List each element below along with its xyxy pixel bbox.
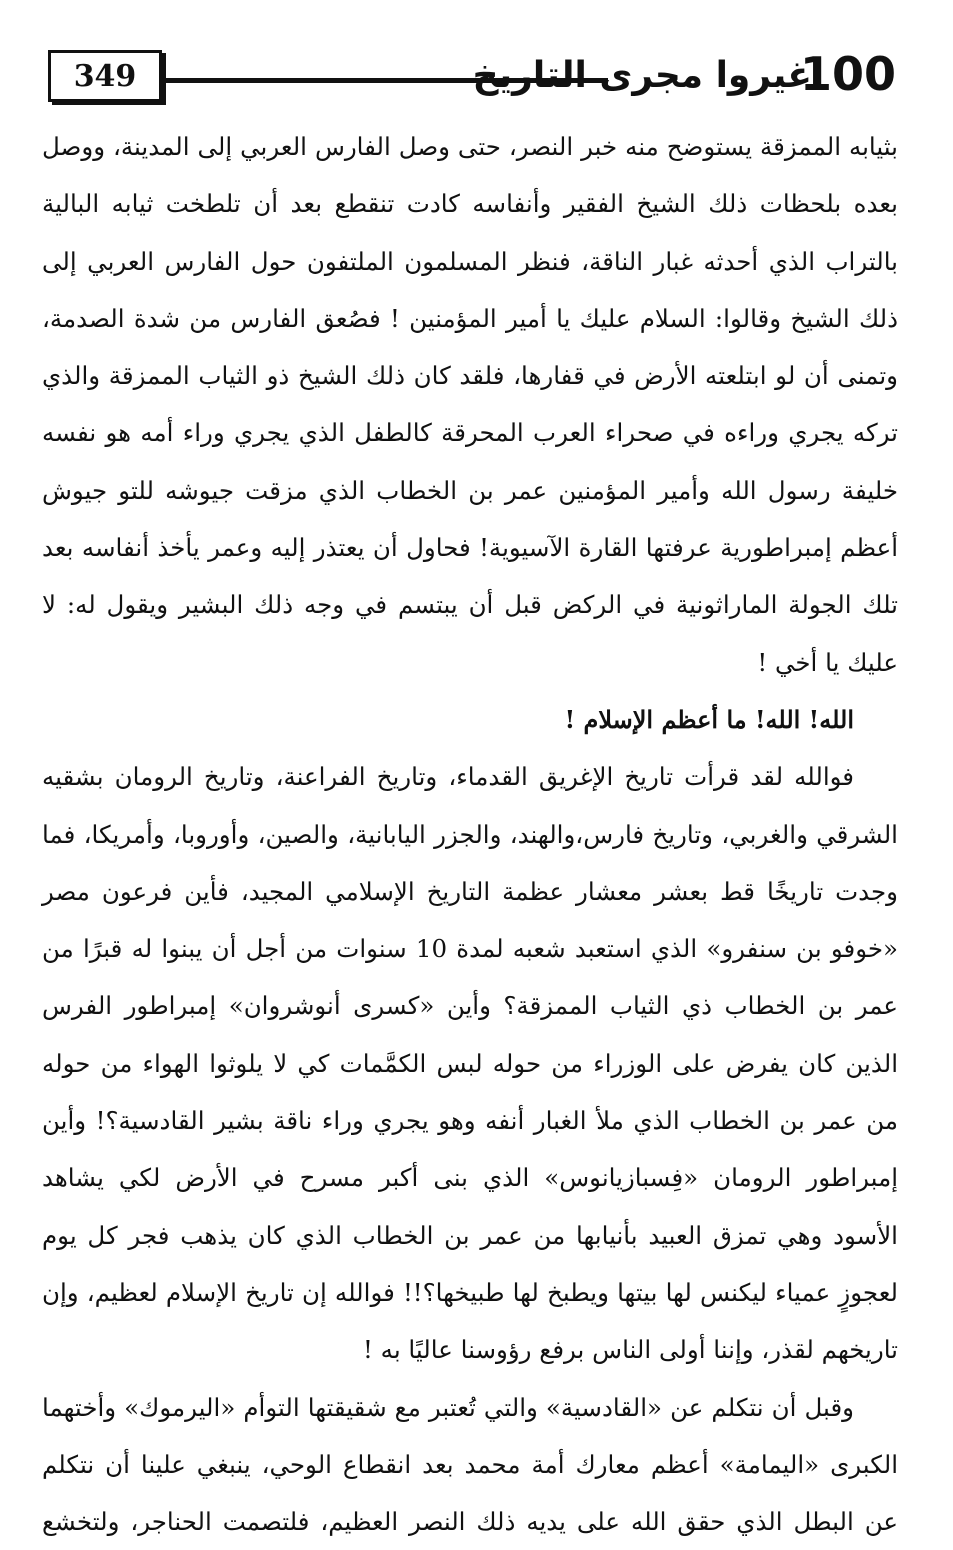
paragraph-2: الله! الله! ما أعظم الإسلام ! <box>564 704 854 734</box>
book-title: غيروا مجرى التاريخ <box>472 55 812 96</box>
paragraph-4: وقبل أن نتكلم عن «القادسية» والتي تُعتبر مع شقيقتها التوأم «اليرموك» وأختهما الكبرى «اليمامة» أعظم معارك أمة محمد بعد انقطاع الوحي، ينبغي علينا أن نتكلم عن البطل الذي حقق الله على يديه ذلك النصر العظيم، فلتصمت الحناجر، ولتخشع <box>42 1392 898 1537</box>
page-header <box>42 40 896 108</box>
book-number: 100 <box>799 47 896 101</box>
paragraph-1: بثيابه الممزقة يستوضح منه خبر النصر، حتى وصل الفارس العربي إلى المدينة، ووصل بعده بلحظات ذلك الشيخ الفقير وأنفاسه كادت تنقطع بعد أن تلطخت ثيابه البالية بالتراب الذي أحدثه غبار الناقة، فنظر المسلمون الملتفون حول الفارس العربي إلى ذلك الشيخ وقالوا: السلام عليك يا أمير المؤمنين ! فصُعق الفارس من شدة الصدمة، وتمنى أن لو ابتلعته الأرض في قفارها، فلقد كان ذلك الشيخ ذو الثياب الممزقة والذي تركه يجري وراءه في صحراء العرب المحرقة كالطفل الذي يجري وراء أمه هو نفسه خليفة رسول الله وأمير المؤمنين عمر بن الخطاب الذي مزقت جيوشه للتو جيوش أعظم إمبراطورية عرفتها القارة الآسيوية! فحاول أن يعتذر إليه وعمر يأخذ أنفاسه بعد تلك الجولة الماراثونية في الركض قبل أن يبتسم في وجه ذلك البشير ويقول له: لا عليك يا أخي ! <box>42 132 898 677</box>
page-body <box>42 118 898 1550</box>
paragraph-3: فوالله لقد قرأت تاريخ الإغريق القدماء، وتاريخ الفراعنة، وتاريخ الرومان بشقيه الشرقي والغربي، وتاريخ فارس،والهند، والجزر اليابانية، والصين، وأوروبا، وأمريكا، فما وجدت تاريخًا قط بعشر معشار عظمة التاريخ الإسلامي المجيد، فأين فرعون مصر «خوفو بن سنفرو» الذي استعبد شعبه لمدة 10 سنوات من أجل أن يبنوا له قبرًا من عمر بن الخطاب ذي الثياب الممزقة؟ وأين «كسرى أنوشروان» إمبراطور الفرس الذين كان يفرض على الوزراء من حوله لبس الكمَّمات كي لا يلوثوا الهواء من حوله من عمر بن الخطاب الذي ملأ الغبار أنفه وهو يجري وراء ناقة بشير القادسية؟! وأين إمبراطور الرومان «فِسبازيانوس» الذي بنى أكبر مسرح في الأرض لكي يشاهد الأسود وهي تمزق العبيد بأنيابها من عمر بن الخطاب الذي كان يذهب فجر كل يوم لعجوزٍ عمياء ليكنس لها بيتها ويطبخ لها طبيخها؟!! فوالله إن تاريخ الإسلام لعظيم، وإن تاريخهم لقذر، وإننا أولى الناس برفع رؤوسنا عاليًا به ! <box>42 762 899 1365</box>
page-number-box: 349 <box>48 50 162 102</box>
